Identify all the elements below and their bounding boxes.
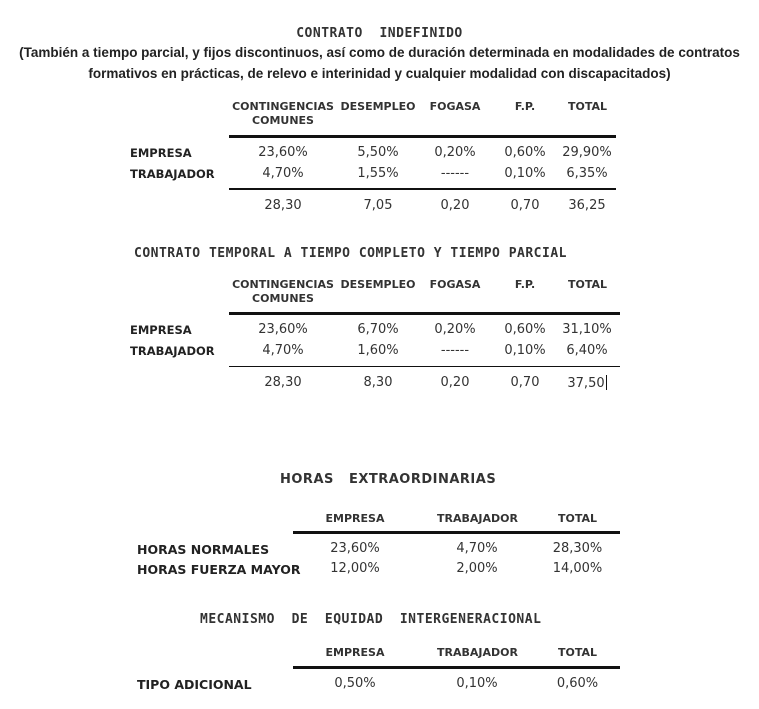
cell: 31,10% — [562, 322, 612, 337]
cell: 6,40% — [566, 343, 608, 358]
cell: 0,50% — [334, 676, 376, 691]
cell: 12,00% — [330, 561, 380, 576]
row-label-trabajador: TRABAJADOR — [130, 167, 215, 181]
column-header-contingencias — [228, 278, 338, 306]
table-rule — [229, 188, 616, 190]
total-cell: 8,30 — [363, 375, 393, 390]
header-line: COMUNES — [252, 114, 314, 127]
column-header-trabajador: TRABAJADOR — [437, 646, 518, 659]
total-value: 37,50 — [567, 376, 605, 391]
column-header-fp: F.P. — [514, 278, 536, 291]
cell: 5,50% — [357, 145, 399, 160]
cell: 4,70% — [262, 166, 304, 181]
table-rule — [229, 312, 620, 315]
column-header-empresa: EMPRESA — [325, 646, 385, 659]
column-header-fp: F.P. — [514, 100, 536, 113]
column-header-total: TOTAL — [557, 646, 598, 659]
cell: 23,60% — [258, 322, 308, 337]
column-header-total: TOTAL — [567, 100, 608, 113]
table-rule — [229, 366, 620, 367]
cell: 0,60% — [504, 322, 546, 337]
section-subtitle-indefinido — [0, 42, 759, 84]
total-cell: 0,20 — [440, 198, 470, 213]
cell: 6,35% — [566, 166, 608, 181]
row-label-tipo-adicional: TIPO ADICIONAL — [137, 677, 252, 692]
column-header-total: TOTAL — [567, 278, 608, 291]
cell: 14,00% — [552, 561, 603, 576]
row-label-horas-fuerza-mayor: HORAS FUERZA MAYOR — [137, 562, 301, 577]
total-cell — [552, 375, 622, 391]
subtitle-line-1: (También a tiempo parcial, y fijos discontinuos, así como de duración determinada en modalidades de contratos — [19, 45, 740, 60]
cell: 29,90% — [562, 145, 612, 160]
cell: 1,55% — [357, 166, 399, 181]
cell: 4,70% — [456, 541, 498, 556]
section-title-indefinido: CONTRATO INDEFINIDO — [296, 26, 463, 41]
cell: 4,70% — [262, 343, 304, 358]
column-header-desempleo: DESEMPLEO — [340, 278, 416, 291]
total-cell: 0,70 — [510, 375, 540, 390]
cell: 23,60% — [258, 145, 308, 160]
table-rule — [293, 666, 620, 669]
section-title-horas: HORAS EXTRAORDINARIAS — [280, 472, 497, 487]
header-line: CONTINGENCIAS — [232, 100, 334, 113]
cell: 0,10% — [504, 166, 546, 181]
section-title-mecanismo: MECANISMO DE EQUIDAD INTERGENERACIONAL — [200, 612, 542, 627]
total-cell: 0,20 — [440, 375, 470, 390]
row-label-empresa: EMPRESA — [130, 146, 192, 160]
column-header-fogasa: FOGASA — [429, 278, 481, 291]
table-rule — [229, 135, 616, 138]
header-line: CONTINGENCIAS — [232, 278, 334, 291]
table-rule — [293, 531, 620, 534]
row-label-horas-normales: HORAS NORMALES — [137, 542, 270, 557]
cell: 23,60% — [330, 541, 380, 556]
column-header-contingencias — [228, 100, 338, 128]
total-cell: 0,70 — [510, 198, 540, 213]
header-line: COMUNES — [252, 292, 314, 305]
cell: 0,60% — [504, 145, 546, 160]
cell: 6,70% — [357, 322, 399, 337]
total-cell: 28,30 — [264, 198, 302, 213]
section-title-temporal: CONTRATO TEMPORAL A TIEMPO COMPLETO Y TIEMPO PARCIAL — [134, 246, 567, 261]
cell: 0,60% — [556, 676, 599, 691]
column-header-trabajador: TRABAJADOR — [437, 512, 518, 525]
column-header-empresa: EMPRESA — [325, 512, 385, 525]
total-cell: 36,25 — [568, 198, 606, 213]
row-label-trabajador: TRABAJADOR — [130, 344, 215, 358]
column-header-total: TOTAL — [557, 512, 598, 525]
cell: 0,10% — [456, 676, 498, 691]
column-header-desempleo: DESEMPLEO — [340, 100, 416, 113]
total-cell: 28,30 — [264, 375, 302, 390]
total-cell: 7,05 — [363, 198, 393, 213]
cell: 0,20% — [434, 145, 476, 160]
column-header-fogasa: FOGASA — [429, 100, 481, 113]
subtitle-line-2: formativos en prácticas, de relevo e interinidad y cualquier modalidad con discapacitados) — [88, 66, 671, 81]
cell: 0,10% — [504, 343, 546, 358]
cell: 0,20% — [434, 322, 476, 337]
cell: 2,00% — [456, 561, 498, 576]
cell: 1,60% — [357, 343, 399, 358]
cell: 28,30% — [552, 541, 603, 556]
row-label-empresa: EMPRESA — [130, 323, 192, 337]
cell: ------ — [440, 343, 470, 358]
cell: ------ — [440, 166, 470, 181]
text-cursor — [606, 375, 607, 390]
